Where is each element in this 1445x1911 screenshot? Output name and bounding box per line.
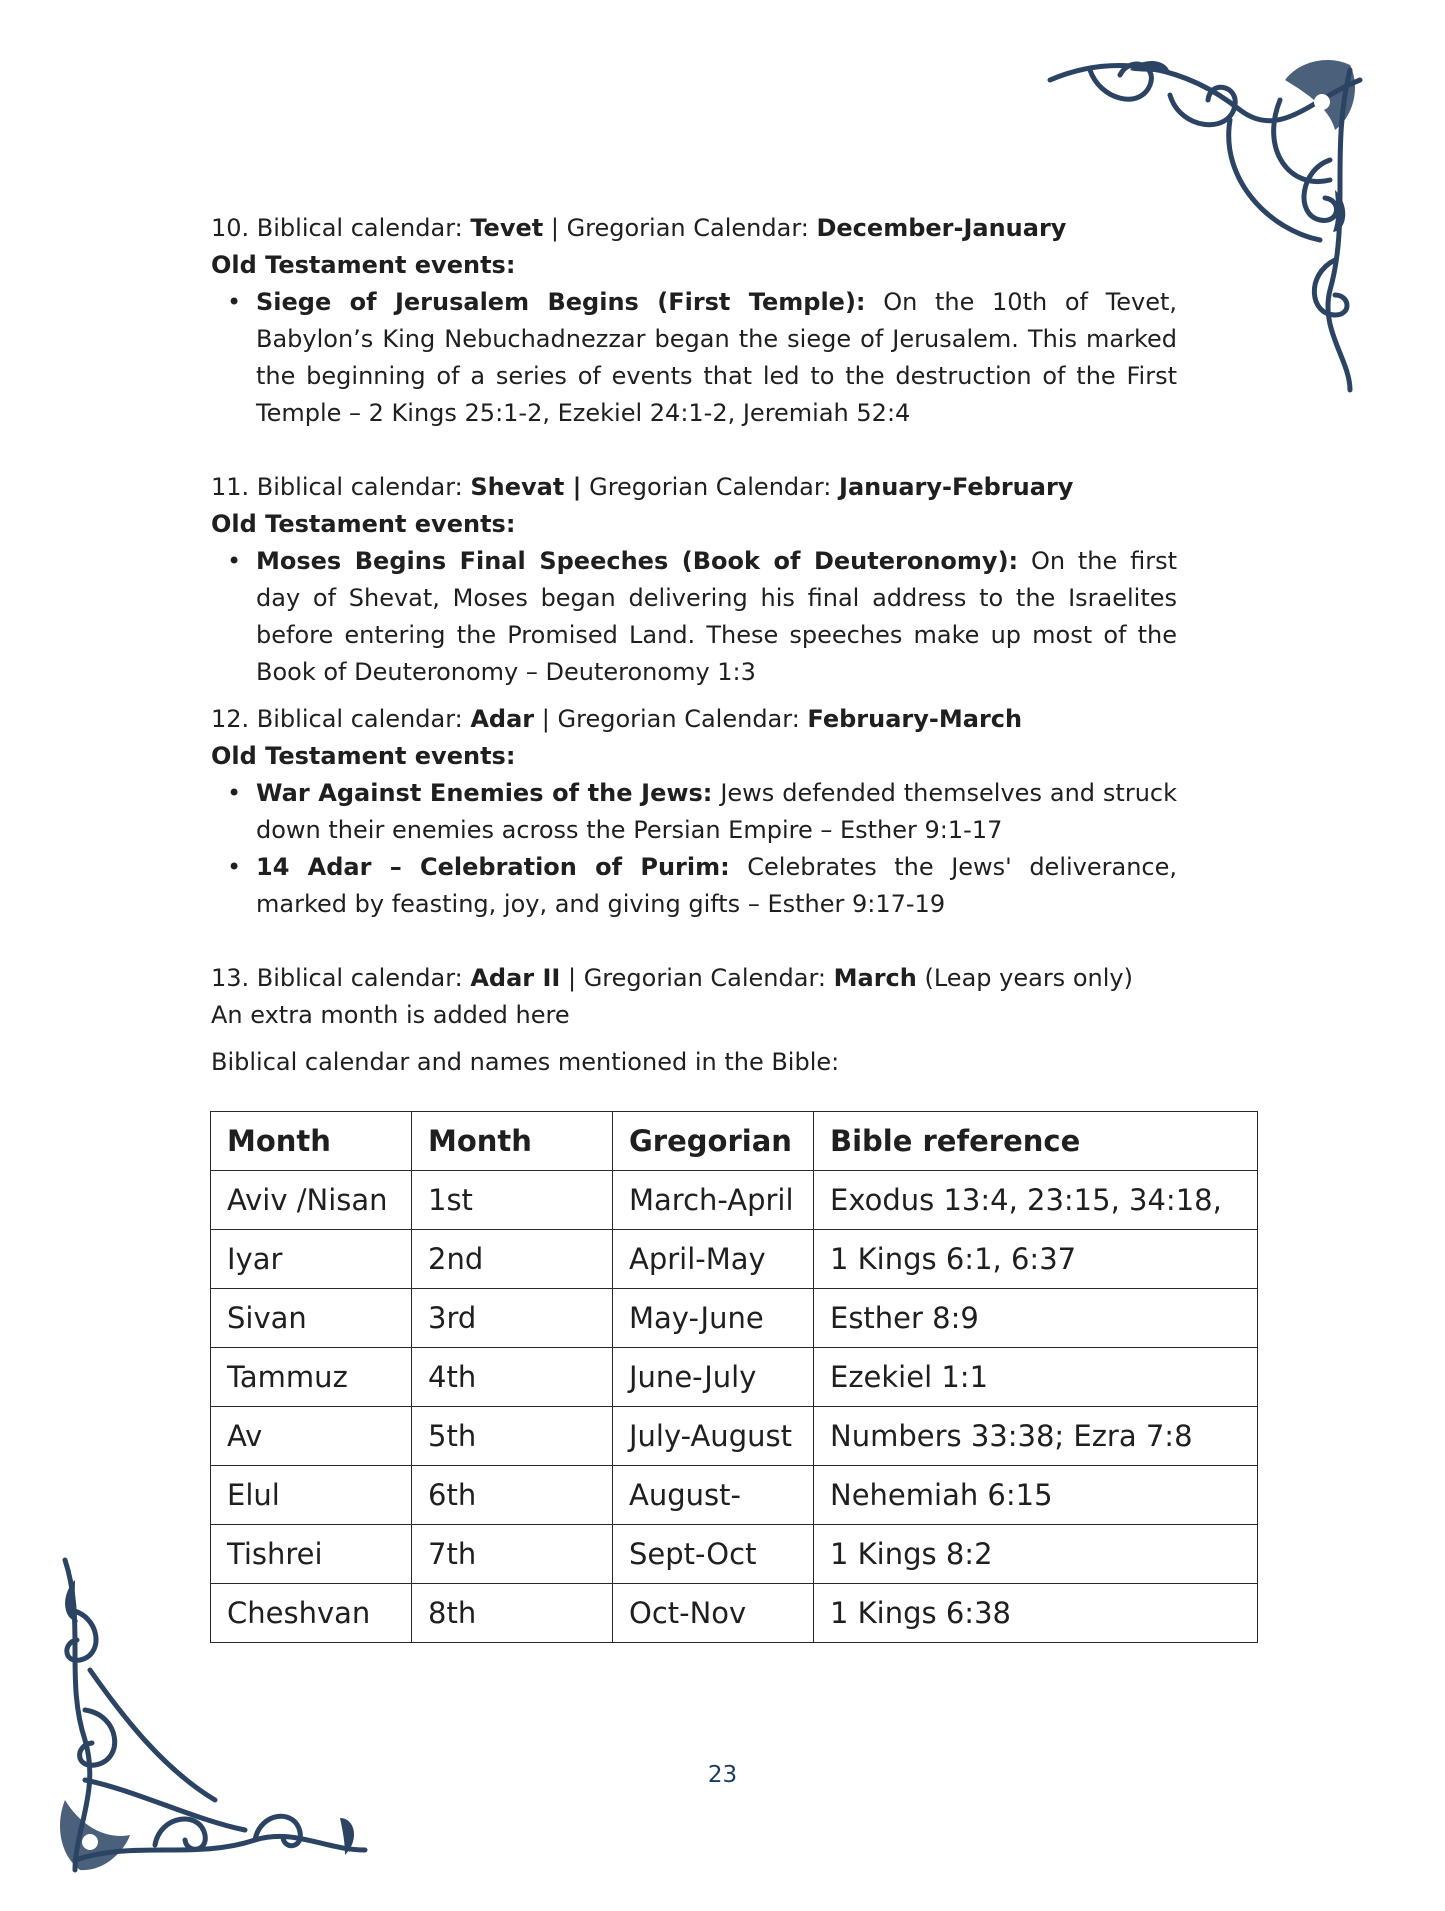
events-heading: Old Testament events: xyxy=(211,510,516,538)
list-item: • 14 Adar – Celebration of Purim: Celebrates the Jews' deliverance, marked by feasting, joy, and giving gifts – Esther 9:17-19 xyxy=(211,849,1177,923)
table-row xyxy=(211,1230,1258,1289)
list-item: • Moses Begins Final Speeches (Book of Deuteronomy): On the first day of Shevat, Moses began delivering his final address to the Israelites before entering the Promised Land. These speeches make up most of the Book of Deuteronomy – Deuteronomy 1:3 xyxy=(211,543,1177,691)
table-cell: 2nd xyxy=(412,1230,613,1289)
table-header-row xyxy=(211,1112,1258,1171)
table-cell: Exodus 13:4, 23:15, 34:18, xyxy=(814,1171,1258,1230)
column-header: Bible reference xyxy=(814,1112,1258,1171)
table-cell: June-July xyxy=(613,1348,814,1407)
table-cell: 1 Kings 6:38 xyxy=(814,1584,1258,1643)
month-heading-tevet: 10. Biblical calendar: Tevet | Gregorian Calendar: December-January xyxy=(211,214,1067,242)
table-cell: Elul xyxy=(211,1466,412,1525)
table-cell: Aviv /Nisan xyxy=(211,1171,412,1230)
table-body xyxy=(211,1171,1258,1643)
table-cell: Esther 8:9 xyxy=(814,1289,1258,1348)
table-cell: Tishrei xyxy=(211,1525,412,1584)
table-cell: Nehemiah 6:15 xyxy=(814,1466,1258,1525)
events-heading: Old Testament events: xyxy=(211,742,516,770)
table-cell: Sivan xyxy=(211,1289,412,1348)
table-cell: Iyar xyxy=(211,1230,412,1289)
table-cell: Av xyxy=(211,1407,412,1466)
table-cell: 5th xyxy=(412,1407,613,1466)
table-cell: Cheshvan xyxy=(211,1584,412,1643)
table-row xyxy=(211,1348,1258,1407)
table-row xyxy=(211,1584,1258,1643)
table-cell: Numbers 33:38; Ezra 7:8 xyxy=(814,1407,1258,1466)
table-row xyxy=(211,1407,1258,1466)
month-heading-shevat: 11. Biblical calendar: Shevat | Gregorian Calendar: January-February xyxy=(211,473,1074,501)
table-cell: 4th xyxy=(412,1348,613,1407)
events-list xyxy=(211,284,1177,432)
list-item: • War Against Enemies of the Jews: Jews defended themselves and struck down their enemies across the Persian Empire – Esther 9:1-17 xyxy=(211,775,1177,849)
table-cell: Oct-Nov xyxy=(613,1584,814,1643)
table-cell: 8th xyxy=(412,1584,613,1643)
table-cell: August- xyxy=(613,1466,814,1525)
month-heading-adar-ii: 13. Biblical calendar: Adar II | Gregorian Calendar: March (Leap years only) xyxy=(211,964,1133,992)
content-area xyxy=(211,210,1177,1081)
table-cell: May-June xyxy=(613,1289,814,1348)
table-cell: Sept-Oct xyxy=(613,1525,814,1584)
table-cell: March-April xyxy=(613,1171,814,1230)
table-cell: 1st xyxy=(412,1171,613,1230)
table-cell: April-May xyxy=(613,1230,814,1289)
table-cell: 7th xyxy=(412,1525,613,1584)
events-heading: Old Testament events: xyxy=(211,251,516,279)
table-cell: 1 Kings 8:2 xyxy=(814,1525,1258,1584)
table-row xyxy=(211,1171,1258,1230)
table-row xyxy=(211,1289,1258,1348)
table-cell: Ezekiel 1:1 xyxy=(814,1348,1258,1407)
table-row xyxy=(211,1525,1258,1584)
page-number: 23 xyxy=(707,1762,738,1788)
table-row xyxy=(211,1466,1258,1525)
events-list xyxy=(211,775,1177,923)
column-header: Month xyxy=(412,1112,613,1171)
table-cell: 6th xyxy=(412,1466,613,1525)
month-heading-adar: 12. Biblical calendar: Adar | Gregorian Calendar: February-March xyxy=(211,705,1023,733)
calendar-table xyxy=(210,1111,1258,1643)
column-header: Gregorian xyxy=(613,1112,814,1171)
column-header: Month xyxy=(211,1112,412,1171)
table-cell: July-August xyxy=(613,1407,814,1466)
leap-month-note: An extra month is added here xyxy=(211,1001,570,1029)
events-list xyxy=(211,543,1177,691)
table-cell: 3rd xyxy=(412,1289,613,1348)
table-cell: Tammuz xyxy=(211,1348,412,1407)
table-intro: Biblical calendar and names mentioned in the Bible: xyxy=(211,1048,840,1076)
list-item: • Siege of Jerusalem Begins (First Temple): On the 10th of Tevet, Babylon’s King Nebuchadnezzar began the siege of Jerusalem. This marked the beginning of a series of events that led to the destruction of the First Temple – 2 Kings 25:1-2, Ezekiel 24:1-2, Jeremiah 52:4 xyxy=(211,284,1177,432)
table-cell: 1 Kings 6:1, 6:37 xyxy=(814,1230,1258,1289)
